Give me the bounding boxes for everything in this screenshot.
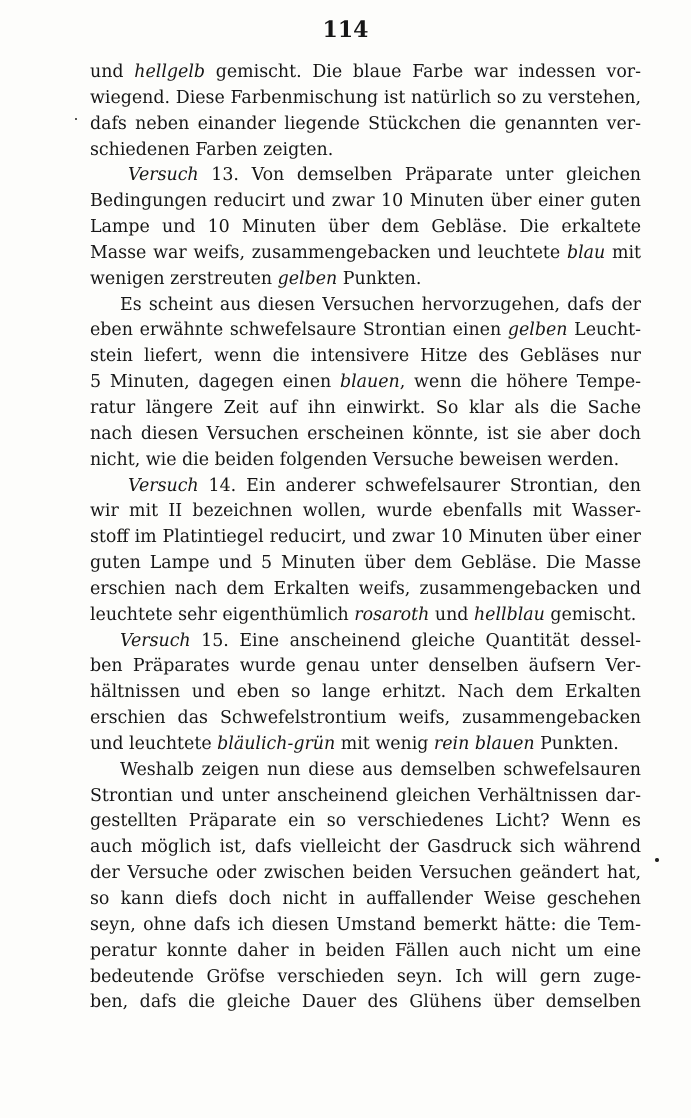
text-line: Masse war weifs, zusammengebacken und leuchtete blau mit [90,242,641,263]
text-line: auch möglich ist, dafs vielleicht der Gasdruck sich während [90,837,641,858]
text-line: nicht, wie die beiden folgenden Versuche beweisen werden. [90,449,620,470]
text-line: stoff im Platintiegel reducirt, und zwar 10 Minuten über einer [90,527,641,548]
text-line: wenigen zerstreuten gelben Punkten. [90,268,422,289]
text-line: Bedingungen reducirt und zwar 10 Minuten über einer guten [90,191,641,212]
text-line: erschien das Schwefelstrontium weifs, zusammengebacken [90,708,641,729]
text-line: ratur längere Zeit auf ihn einwirkt. So klar als die Sache [90,397,641,418]
text-line: stein liefert, wenn die intensivere Hitze des Gebläses nur [90,346,641,367]
text-line: Versuch 15. Eine anscheinend gleiche Quantität dessel- [120,630,641,651]
text-line: ben, dafs die gleiche Dauer des Glühens über demselben [90,992,641,1013]
text-line: wir mit II bezeichnen wollen, wurde ebenfalls mit Wasser- [90,501,641,522]
text-line: gestellten Präparate ein so verschiedenes Licht? Wenn es [90,811,641,832]
text-line: so kann diefs doch nicht in auffallender Weise geschehen [90,889,641,909]
text-line: dafs neben einander liegende Stückchen die genannten ver- [90,113,641,134]
text-line: der Versuche oder zwischen beiden Versuchen geändert hat, [90,863,641,884]
text-line: seyn, ohne dafs ich diesen Umstand bemerkt hätte: die Tem- [90,914,641,935]
text-line: Lampe und 10 Minuten über dem Gebläse. Die erkaltete [90,217,641,238]
text-line: Es scheint aus diesen Versuchen hervorzugehen, dafs der [120,294,641,315]
text-line: 5 Minuten, dagegen einen blauen, wenn die höhere Tempe- [90,372,641,393]
body-text [90,60,641,1016]
text-line: und leuchtete bläulich-grün mit wenig rein blauen Punkten. [90,733,619,754]
text-line: guten Lampe und 5 Minuten über dem Gebläse. Die Masse [90,553,641,574]
text-line: nach diesen Versuchen erscheinen könnte, ist sie aber doch [90,423,641,444]
text-line: Weshalb zeigen nun diese aus demselben schwefelsauren [120,759,641,780]
text-line: bedeutende Gröfse verschieden seyn. Ich will gern zuge- [90,966,641,987]
text-line: hältnissen und eben so lange erhitzt. Nach dem Erkalten [90,682,641,703]
text-line: eben erwähnte schwefelsaure Strontian einen gelben Leucht- [90,320,642,341]
ink-speck [655,858,659,862]
text-line: wiegend. Diese Farbenmischung ist natürlich so zu verstehen, [90,87,641,108]
page-number: 114 [322,17,369,43]
text-line: Versuch 13. Von demselben Präparate unter gleichen [128,165,641,186]
text-line: erschien nach dem Erkalten weifs, zusammengebacken und [90,578,641,599]
text-line: peratur konnte daher in beiden Fällen auch nicht um eine [90,940,641,961]
text-line: Versuch 14. Ein anderer schwefelsaurer Strontian, den [128,475,641,496]
ink-speck [75,118,77,120]
text-line: und hellgelb gemischt. Die blaue Farbe war indessen vor- [90,62,641,82]
text-line: Strontian und unter anscheinend gleichen Verhältnissen dar- [90,785,641,806]
text-line: leuchtete sehr eigenthümlich rosaroth und hellblau gemischt. [90,604,637,625]
text-line: schiedenen Farben zeigten. [90,139,334,160]
text-line: ben Präparates wurde genau unter denselben äufsern Ver- [90,656,641,677]
